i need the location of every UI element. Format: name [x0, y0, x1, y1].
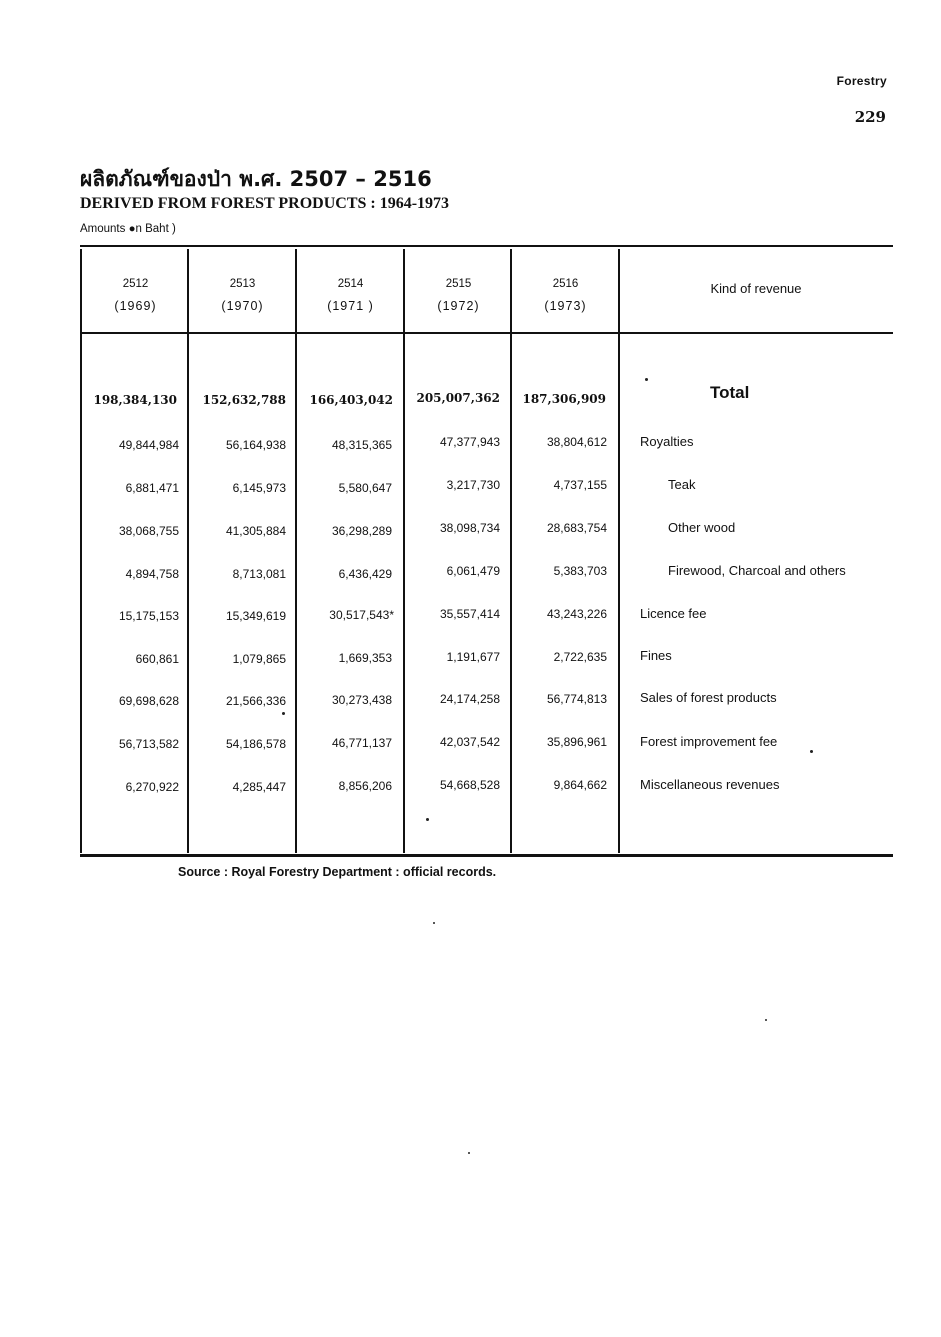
year-be: 2514	[337, 278, 364, 290]
table-top-rule	[80, 245, 893, 247]
cell: 49,844,984	[118, 438, 179, 452]
revenue-table	[80, 245, 893, 857]
scan-speck	[426, 818, 429, 821]
cell: 3,217,730	[446, 478, 500, 492]
year-be: 2515	[445, 278, 472, 290]
column-divider	[80, 249, 82, 853]
row-label-firewood: Firewood, Charcoal and others	[668, 563, 846, 578]
cell: 4,737,155	[553, 478, 607, 492]
source-note: Source : Royal Forestry Department : official records.	[178, 865, 497, 879]
cell: 56,713,582	[118, 737, 179, 751]
cell: 24,174,258	[439, 692, 500, 706]
cell: 15,349,619	[225, 609, 286, 623]
year-ad: (1973)	[544, 299, 587, 313]
cell: 42,037,542	[439, 735, 500, 749]
cell: 28,683,754	[546, 521, 607, 535]
cell: 21,566,336	[225, 694, 286, 708]
cell: 36,298,289	[331, 524, 392, 538]
cell: 4,894,758	[125, 567, 179, 581]
cell: 43,243,226	[546, 607, 607, 621]
column-divider	[618, 249, 620, 853]
row-label-licence-fee: Licence fee	[640, 606, 707, 621]
cell: 69,698,628	[118, 694, 179, 708]
total-1970: 152,632,788	[202, 393, 286, 407]
kind-of-revenue-header: Kind of revenue	[710, 281, 802, 296]
scan-speck	[810, 750, 813, 753]
year-ad: (1971 )	[327, 299, 374, 313]
cell: 8,856,206	[338, 779, 392, 793]
total-1969: 198,384,130	[93, 393, 177, 407]
units-note: Amounts ●n Baht )	[80, 223, 176, 235]
title-thai: ผลิตภัณฑ์ของป่า พ.ศ. 2507 – 2516	[80, 167, 432, 191]
scan-speck	[468, 1152, 470, 1154]
cell: 46,771,137	[331, 736, 392, 750]
cell: 41,305,884	[225, 524, 286, 538]
row-label-fines: Fines	[640, 648, 672, 663]
cell: 30,273,438	[331, 693, 392, 707]
column-divider	[295, 249, 297, 853]
cell: 48,315,365	[331, 438, 392, 452]
column-header-2512	[82, 273, 189, 317]
cell: 38,098,734	[439, 521, 500, 535]
scan-speck	[765, 1019, 767, 1021]
row-label-sales-forest-products: Sales of forest products	[640, 690, 777, 705]
year-ad: (1972)	[437, 299, 480, 313]
year-be: 2513	[229, 278, 256, 290]
column-header-2515	[405, 273, 512, 317]
cell: 54,668,528	[439, 778, 500, 792]
cell: 6,061,479	[446, 564, 500, 578]
cell: 1,669,353	[338, 651, 392, 665]
cell: 56,774,813	[546, 692, 607, 706]
section-name: Forestry	[836, 74, 887, 88]
year-ad: (1970)	[221, 299, 264, 313]
cell: 6,881,471	[125, 481, 179, 495]
cell: 54,186,578	[225, 737, 286, 751]
cell: 15,175,153	[118, 609, 179, 623]
cell: 6,436,429	[338, 567, 392, 581]
cell: 6,145,973	[232, 481, 286, 495]
column-divider	[403, 249, 405, 853]
scan-speck	[282, 712, 285, 715]
total-1972: 205,007,362	[416, 391, 500, 405]
title-english: DERIVED FROM FOREST PRODUCTS : 1964-1973	[80, 195, 450, 212]
cell: 38,804,612	[546, 435, 607, 449]
column-divider	[510, 249, 512, 853]
cell: 1,079,865	[232, 652, 286, 666]
column-divider	[187, 249, 189, 853]
cell: 2,722,635	[553, 650, 607, 664]
row-label-teak: Teak	[668, 477, 696, 492]
row-label-royalties: Royalties	[640, 434, 694, 449]
total-1973: 187,306,909	[522, 392, 606, 406]
cell: 8,713,081	[232, 567, 286, 581]
cell: 6,270,922	[125, 780, 179, 794]
cell: 35,557,414	[439, 607, 500, 621]
row-label-total: Total	[710, 383, 750, 402]
scan-speck	[433, 922, 435, 924]
column-header-2513	[189, 273, 296, 317]
cell: 35,896,961	[546, 735, 607, 749]
cell: 5,383,703	[553, 564, 607, 578]
cell: 660,861	[135, 652, 179, 666]
cell: 1,191,677	[446, 650, 500, 664]
year-be: 2516	[552, 278, 579, 290]
year-ad: (1969)	[114, 299, 157, 313]
scan-speck	[645, 378, 648, 381]
total-1971: 166,403,042	[309, 393, 393, 407]
cell: 56,164,938	[225, 438, 286, 452]
column-header-2516	[512, 273, 619, 317]
table-bottom-rule	[80, 854, 893, 857]
cell: 38,068,755	[118, 524, 179, 538]
cell: 9,864,662	[553, 778, 607, 792]
column-header-2514	[297, 273, 404, 317]
cell: 4,285,447	[232, 780, 286, 794]
cell: 30,517,543*	[329, 608, 394, 622]
row-label-forest-improvement-fee: Forest improvement fee	[640, 734, 778, 749]
row-label-other-wood: Other wood	[668, 520, 736, 535]
cell: 5,580,647	[338, 481, 392, 495]
row-label-miscellaneous: Miscellaneous revenues	[640, 777, 780, 792]
cell: 47,377,943	[439, 435, 500, 449]
header-rule	[80, 332, 893, 334]
page-number: 229	[854, 108, 886, 126]
year-be: 2512	[122, 278, 149, 290]
